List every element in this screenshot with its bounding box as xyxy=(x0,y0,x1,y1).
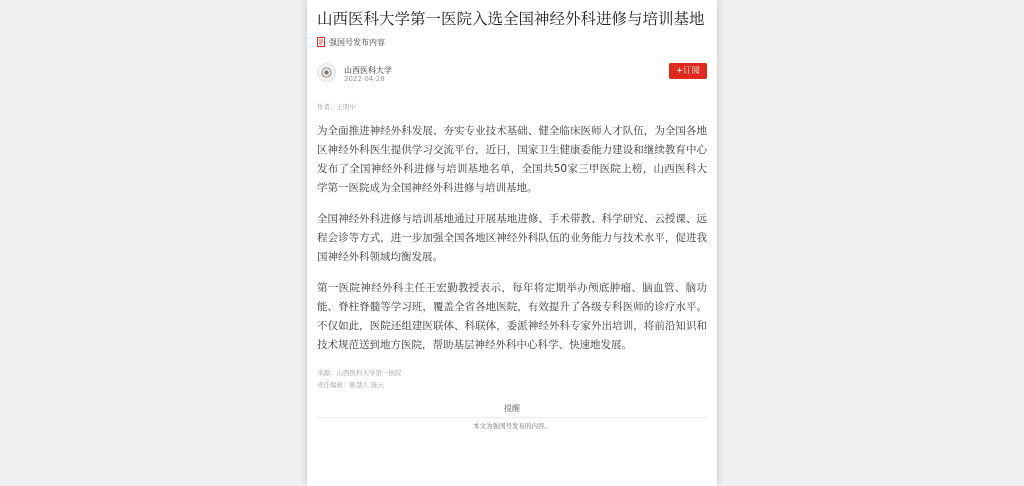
source-credit: 来源：山西医科大学第一医院 xyxy=(317,369,402,377)
divider xyxy=(317,417,707,418)
article-title: 山西医科大学第一医院入选全国神经外科进修与培训基地 xyxy=(317,10,705,28)
avatar[interactable] xyxy=(317,63,336,82)
publish-date: 2022-04-28 xyxy=(344,75,385,83)
publisher-row xyxy=(317,62,707,88)
source-line xyxy=(317,36,707,48)
article-body xyxy=(317,122,707,355)
article-card xyxy=(307,0,717,486)
subscribe-button[interactable]: +订阅 xyxy=(669,63,707,79)
source-label: 强国号发布内容 xyxy=(329,37,385,47)
author-line: 作者：王明中 xyxy=(317,103,356,111)
editor-credit: 责任编辑：陈慧久 陈云 xyxy=(317,381,385,389)
paragraph: 第一医院神经外科主任王宏勤教授表示，每年将定期举办颅底肿瘤、脑血管、脑功能、脊柱脊髓等学习班，覆盖全省各地医院，有效提升了各级专科医师的诊疗水平。不仅如此，医院还组建医联体、科联体，委派神经外科专家外出培训，将前沿知识和技术规范送到地方医院，帮助基层神经外科中心科学、快速地发展。 xyxy=(317,282,707,351)
reminder-text: 本文为强国号发布的内容。 xyxy=(473,422,551,430)
university-logo-icon xyxy=(321,67,332,78)
bookmark-icon xyxy=(317,37,325,47)
article-meta xyxy=(317,367,707,391)
paragraph: 全国神经外科进修与培训基地通过开展基地进修、手术带教、科学研究、云授课、远程会诊等方式，进一步加强全国各地区神经外科队伍的业务能力与技术水平，促进我国神经外科领域均衡发展。 xyxy=(317,213,707,263)
reminder-box xyxy=(317,403,707,432)
paragraph: 为全面推进神经外科发展、夯实专业技术基础、健全临床医师人才队伍，为全国各地区神经外科医生提供学习交流平台，近日，国家卫生健康委能力建设和继续教育中心发布了全国神经外科进修与培训基地名单，全国共50家三甲医院上榜，山西医科大学第一医院成为全国神经外科进修与培训基地。 xyxy=(317,125,707,194)
reminder-title: 提醒 xyxy=(504,404,520,413)
publisher-name[interactable]: 山西医科大学 xyxy=(344,66,392,75)
